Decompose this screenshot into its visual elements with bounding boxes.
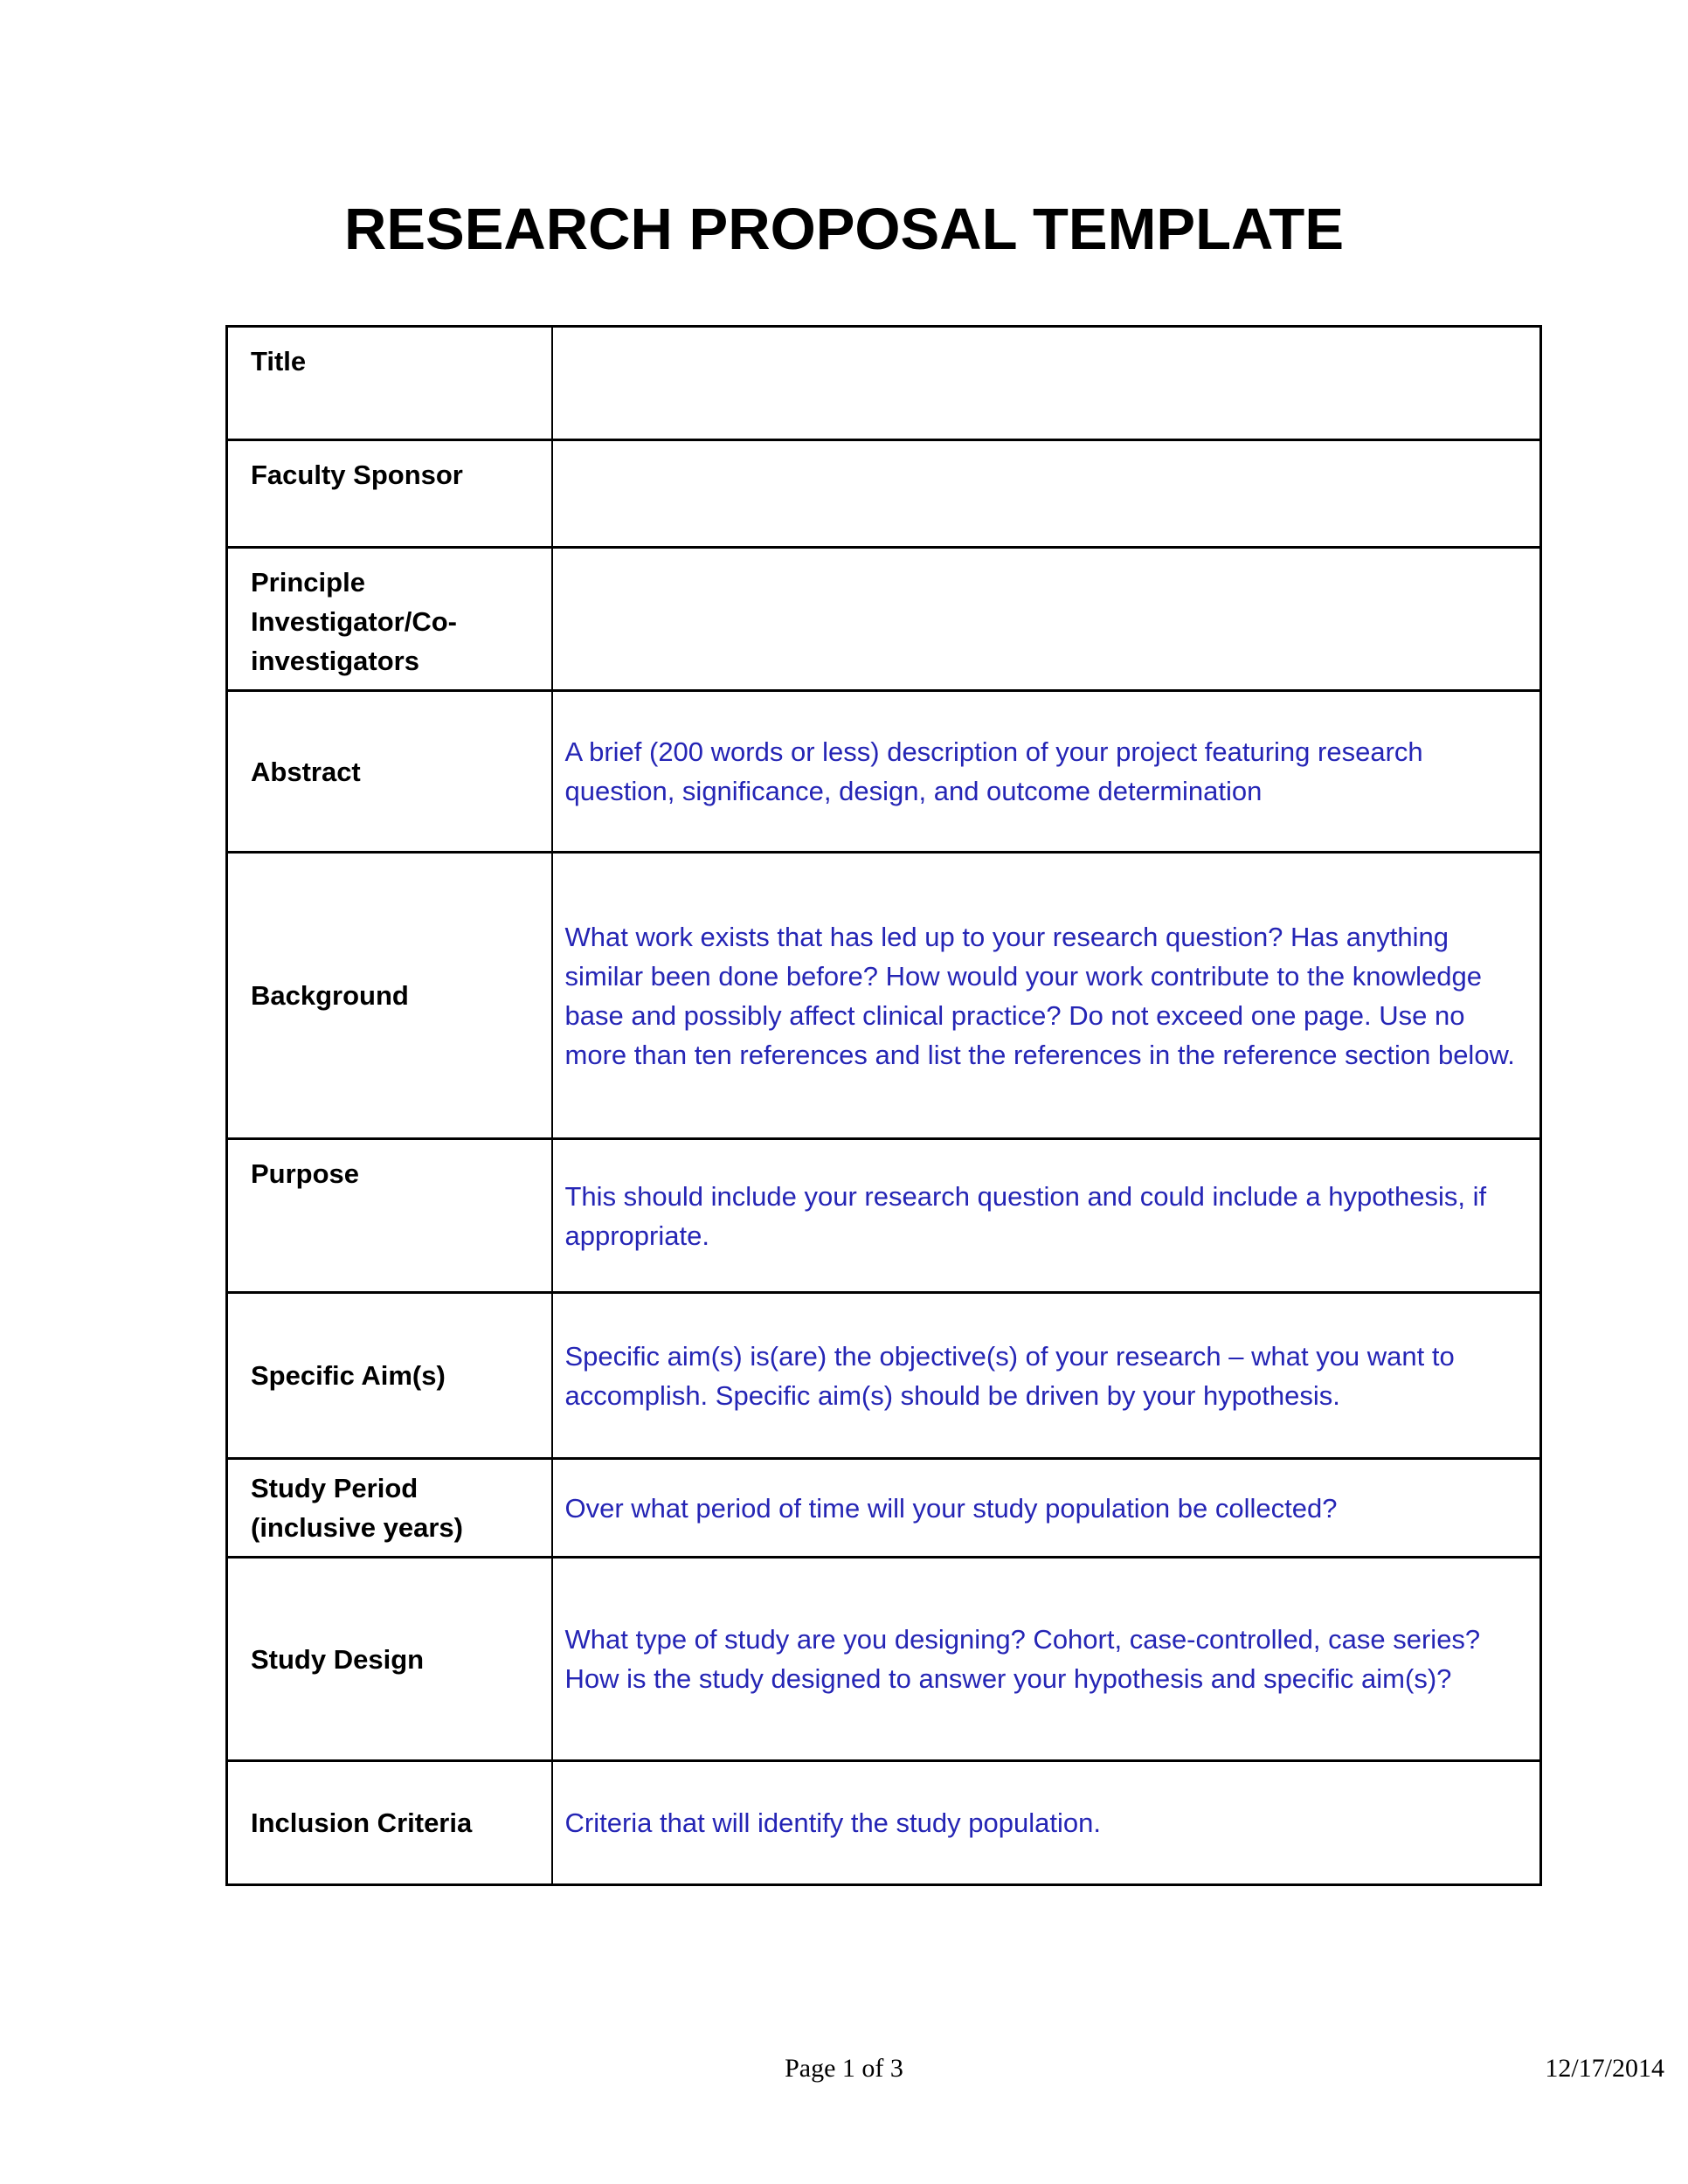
row-study-period-label: Study Period (inclusive years) (227, 1459, 552, 1558)
table-row-background (227, 853, 1541, 1139)
row-study-design-label: Study Design (227, 1558, 552, 1761)
row-specific-aims-label: Specific Aim(s) (227, 1293, 552, 1459)
row-inclusion-criteria-description: Criteria that will identify the study population. (552, 1761, 1541, 1885)
row-title-value-cell[interactable] (552, 327, 1541, 440)
page-number: Page 1 of 3 (785, 2054, 903, 2083)
row-background-description: What work exists that has led up to your research question? Has anything similar been done before? How would your work contribute to the knowledge base and possibly affect clinical practice? Do not exceed one page. Use no more than ten references and list the references in the reference section below. (552, 853, 1541, 1139)
table-row-study-design (227, 1558, 1541, 1761)
row-abstract-label: Abstract (227, 691, 552, 853)
table-row-study-period (227, 1459, 1541, 1558)
row-specific-aims-description: Specific aim(s) is(are) the objective(s) of your research – what you want to accomplish. Specific aim(s) should be driven by your hypothesis. (552, 1293, 1541, 1459)
row-abstract-description: A brief (200 words or less) description of your project featuring research question, significance, design, and outcome determination (552, 691, 1541, 853)
row-principle-investigator-label: Principle Investigator/Co-investigators (227, 548, 552, 691)
row-faculty-sponsor-value-cell[interactable] (552, 440, 1541, 548)
table-row-inclusion-criteria (227, 1761, 1541, 1885)
footer-date: 12/17/2014 (1545, 2054, 1664, 2083)
page-title: RESEARCH PROPOSAL TEMPLATE (343, 197, 1345, 262)
row-purpose-label: Purpose (227, 1139, 552, 1293)
row-inclusion-criteria-label: Inclusion Criteria (227, 1761, 552, 1885)
table-row-specific-aims (227, 1293, 1541, 1459)
proposal-table (225, 325, 1542, 1886)
row-study-design-description: What type of study are you designing? Cohort, case-controlled, case series? How is the study designed to answer your hypothesis and specific aim(s)? (552, 1558, 1541, 1761)
row-principle-investigator-value-cell[interactable] (552, 548, 1541, 691)
table-row-faculty-sponsor (227, 440, 1541, 548)
table-row-purpose (227, 1139, 1541, 1293)
row-background-label: Background (227, 853, 552, 1139)
page-footer (0, 2052, 1688, 2089)
table-row-principle-investigator (227, 548, 1541, 691)
table-row-abstract (227, 691, 1541, 853)
row-faculty-sponsor-label: Faculty Sponsor (227, 440, 552, 548)
table-row-title (227, 327, 1541, 440)
row-title-label: Title (227, 327, 552, 440)
row-purpose-description: This should include your research question and could include a hypothesis, if appropriate. (552, 1139, 1541, 1293)
row-study-period-description: Over what period of time will your study population be collected? (552, 1459, 1541, 1558)
